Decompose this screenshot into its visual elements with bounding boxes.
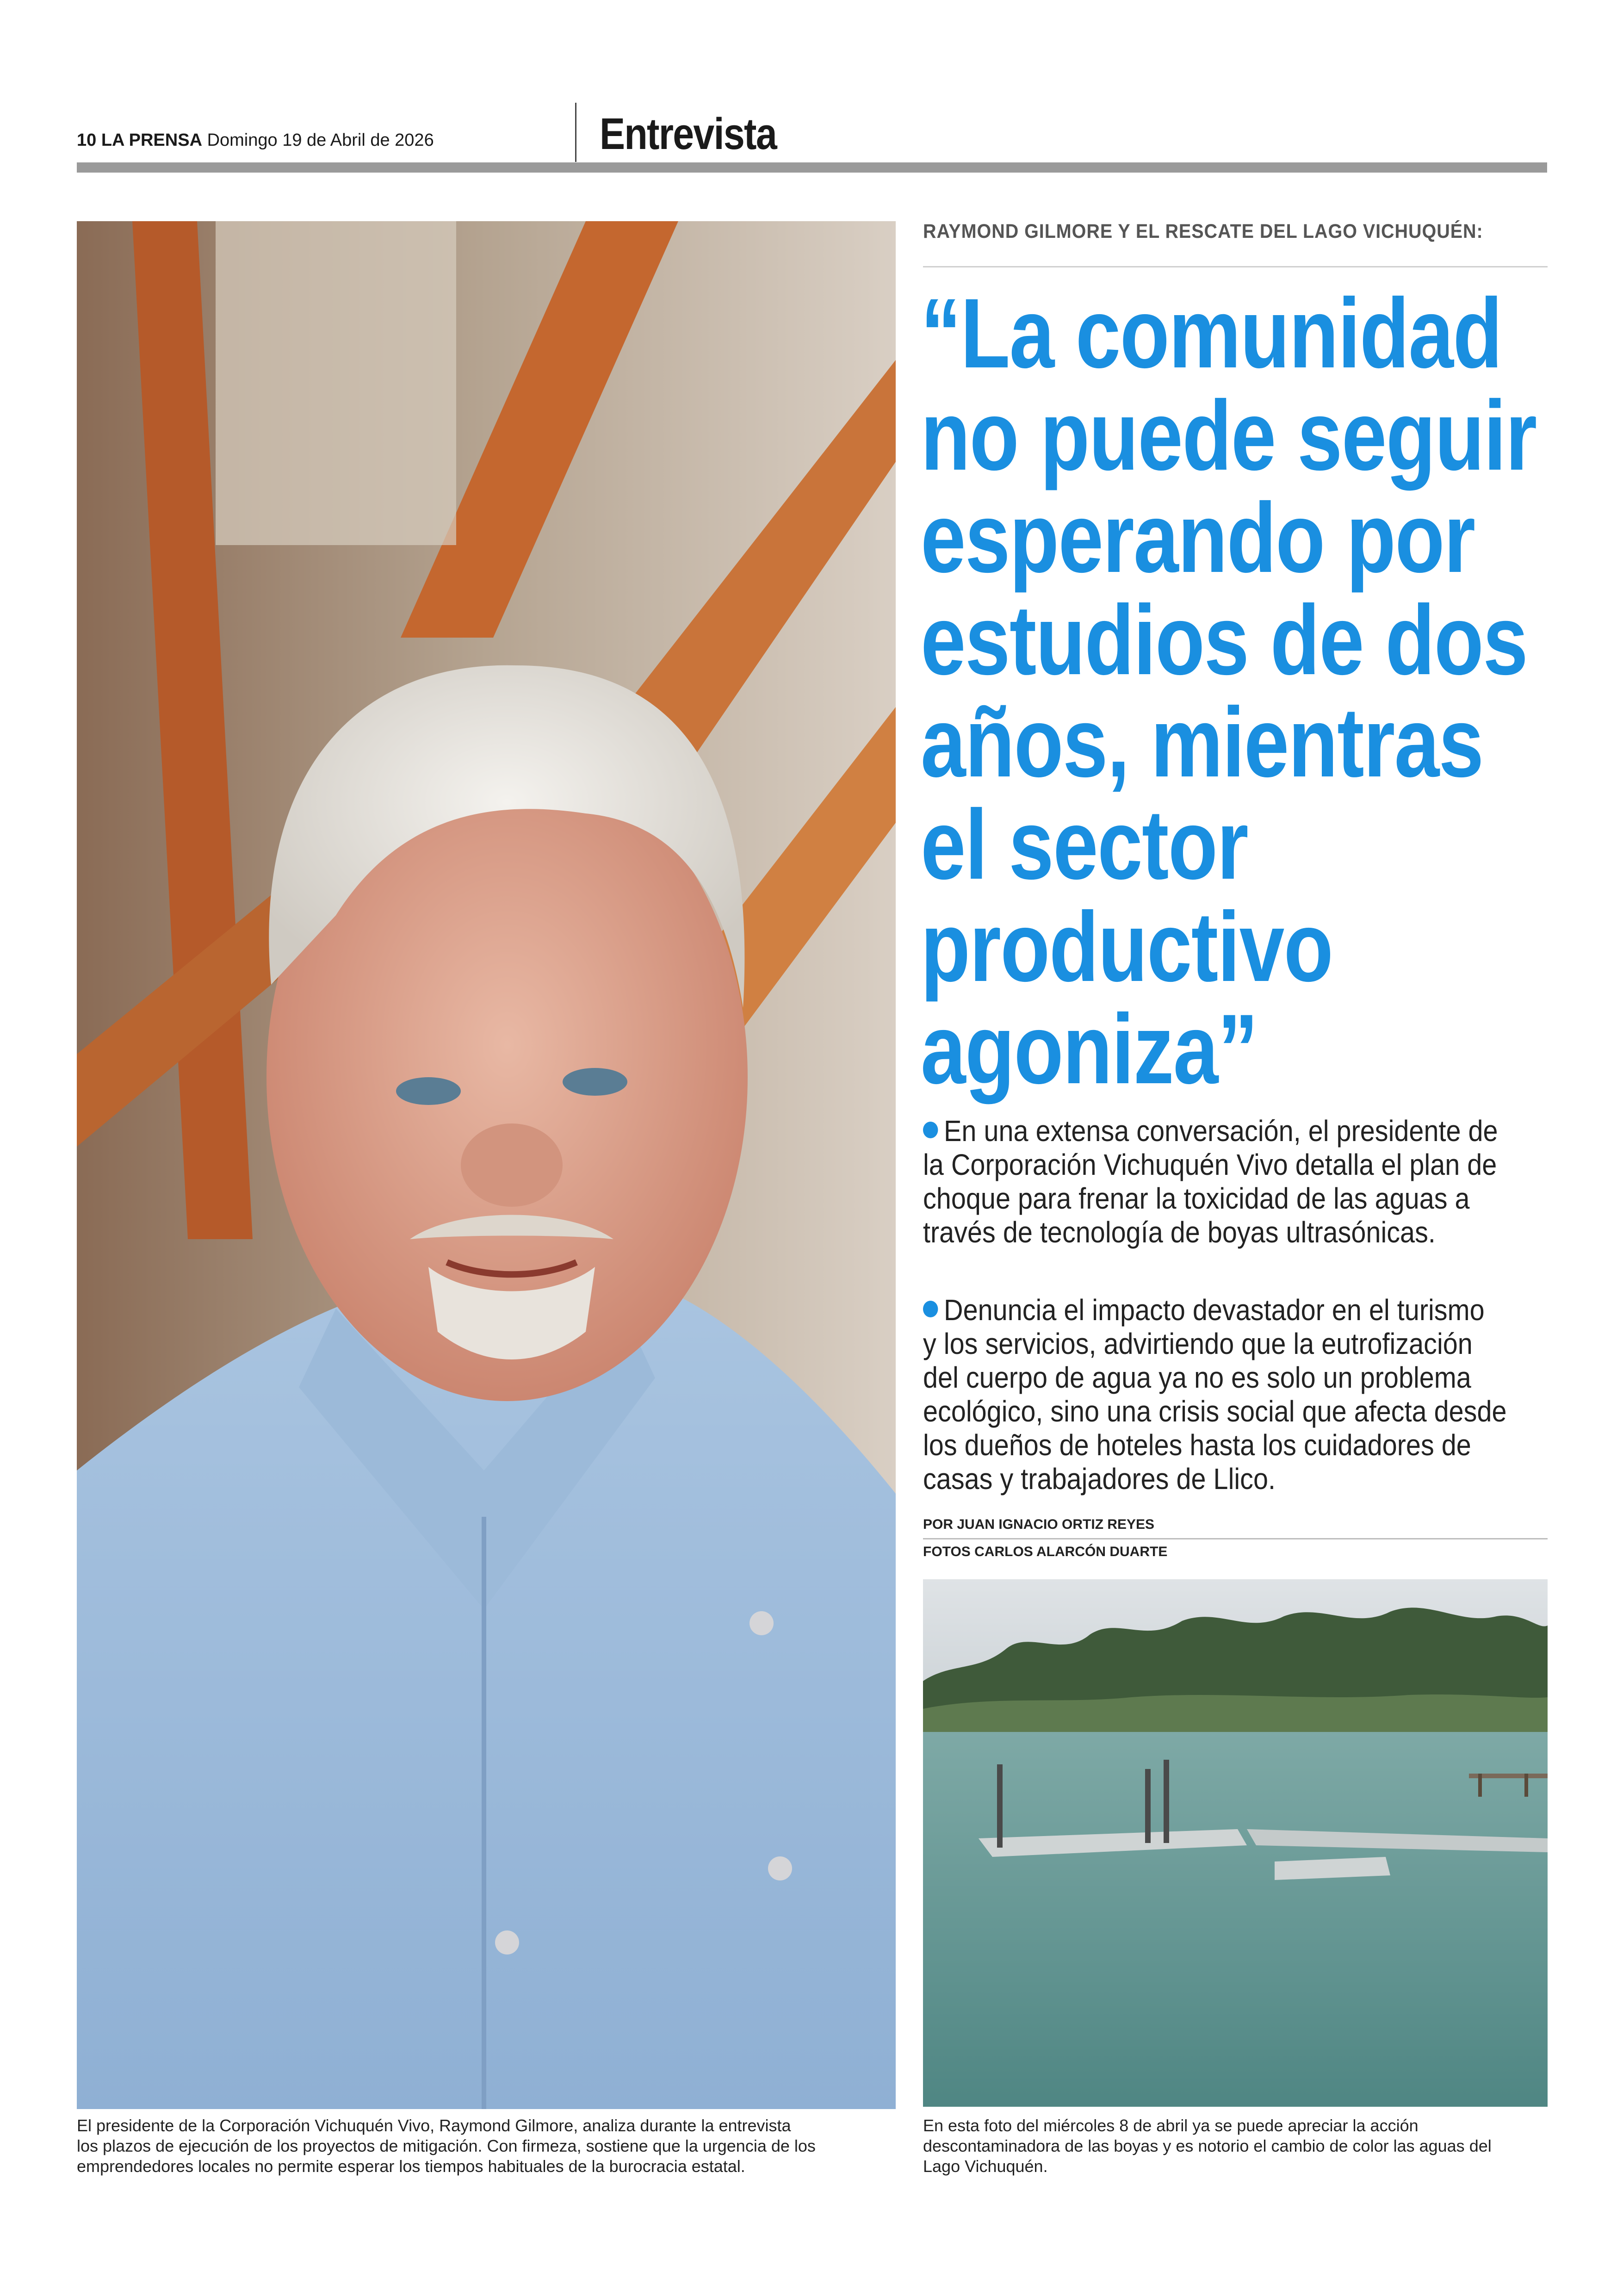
bullet-text: través de tecnología de boyas ultrasónicas. bbox=[923, 1216, 1436, 1249]
bullet-text: del cuerpo de agua ya no es solo un problema bbox=[923, 1361, 1471, 1394]
caption-line: emprendedores locales no permite esperar los tiempos habituales de la burocracia estatal. bbox=[77, 2157, 745, 2176]
caption-line: los plazos de ejecución de los proyectos de mitigación. Con firmeza, sostiene que la urgencia de los bbox=[77, 2136, 816, 2155]
issue-date: Domingo 19 de Abril de 2026 bbox=[207, 130, 434, 150]
kicker-rule bbox=[923, 266, 1548, 267]
headline bbox=[921, 278, 1555, 1105]
summary-bullet bbox=[923, 1293, 1548, 1496]
headline-line: años, mientras bbox=[921, 687, 1483, 798]
publication-name: LA PRENSA bbox=[101, 130, 203, 150]
headline-line: productivo bbox=[921, 892, 1333, 1002]
headline-line: agoniza” bbox=[921, 994, 1258, 1105]
header-divider bbox=[575, 103, 576, 162]
headline-line: “La comunidad bbox=[921, 278, 1502, 389]
lake-caption bbox=[923, 2116, 1548, 2177]
bullet-dot-icon bbox=[923, 1122, 938, 1138]
caption-line: Lago Vichuquén. bbox=[923, 2157, 1048, 2176]
byline-rule bbox=[923, 1538, 1548, 1539]
article-kicker: RAYMOND GILMORE Y EL RESCATE DEL LAGO VICHUQUÉN: bbox=[923, 220, 1483, 242]
bullet-text: la Corporación Vichuquén Vivo detalla el plan de bbox=[923, 1148, 1497, 1181]
bullet-text: ecológico, sino una crisis social que afecta desde bbox=[923, 1395, 1507, 1428]
caption-line: En esta foto del miércoles 8 de abril ya se puede apreciar la acción bbox=[923, 2116, 1419, 2135]
section-title: Entrevista bbox=[600, 109, 777, 159]
header-rule bbox=[77, 162, 1547, 173]
headline-line: no puede seguir bbox=[921, 380, 1536, 491]
portrait-caption bbox=[77, 2116, 896, 2177]
portrait-photo bbox=[77, 221, 896, 2109]
headline-line: esperando por bbox=[921, 483, 1475, 593]
bullet-text: En una extensa conversación, el presidente de bbox=[944, 1114, 1498, 1148]
caption-line: descontaminadora de las boyas y es notorio el cambio de color las aguas del bbox=[923, 2136, 1492, 2155]
photo-credit: FOTOS CARLOS ALARCÓN DUARTE bbox=[923, 1544, 1168, 1559]
bullet-text: casas y trabajadores de Llico. bbox=[923, 1462, 1276, 1496]
headline-line: estudios de dos bbox=[921, 585, 1528, 695]
bullet-text: choque para frenar la toxicidad de las aguas a bbox=[923, 1182, 1470, 1215]
bullet-text: y los servicios, advirtiendo que la eutrofización bbox=[923, 1327, 1473, 1360]
byline: POR JUAN IGNACIO ORTIZ REYES bbox=[923, 1517, 1155, 1532]
caption-line: El presidente de la Corporación Vichuquén Vivo, Raymond Gilmore, analiza durante la entrevista bbox=[77, 2116, 791, 2135]
summary-bullet bbox=[923, 1114, 1548, 1249]
page-number: 10 bbox=[77, 130, 97, 150]
lake-photo bbox=[923, 1579, 1548, 2107]
bullet-dot-icon bbox=[923, 1301, 938, 1317]
bullet-text: los dueños de hoteles hasta los cuidadores de bbox=[923, 1428, 1471, 1462]
page-header-info bbox=[77, 130, 434, 150]
headline-line: el sector bbox=[921, 789, 1248, 900]
bullet-text: Denuncia el impacto devastador en el turismo bbox=[944, 1293, 1485, 1327]
